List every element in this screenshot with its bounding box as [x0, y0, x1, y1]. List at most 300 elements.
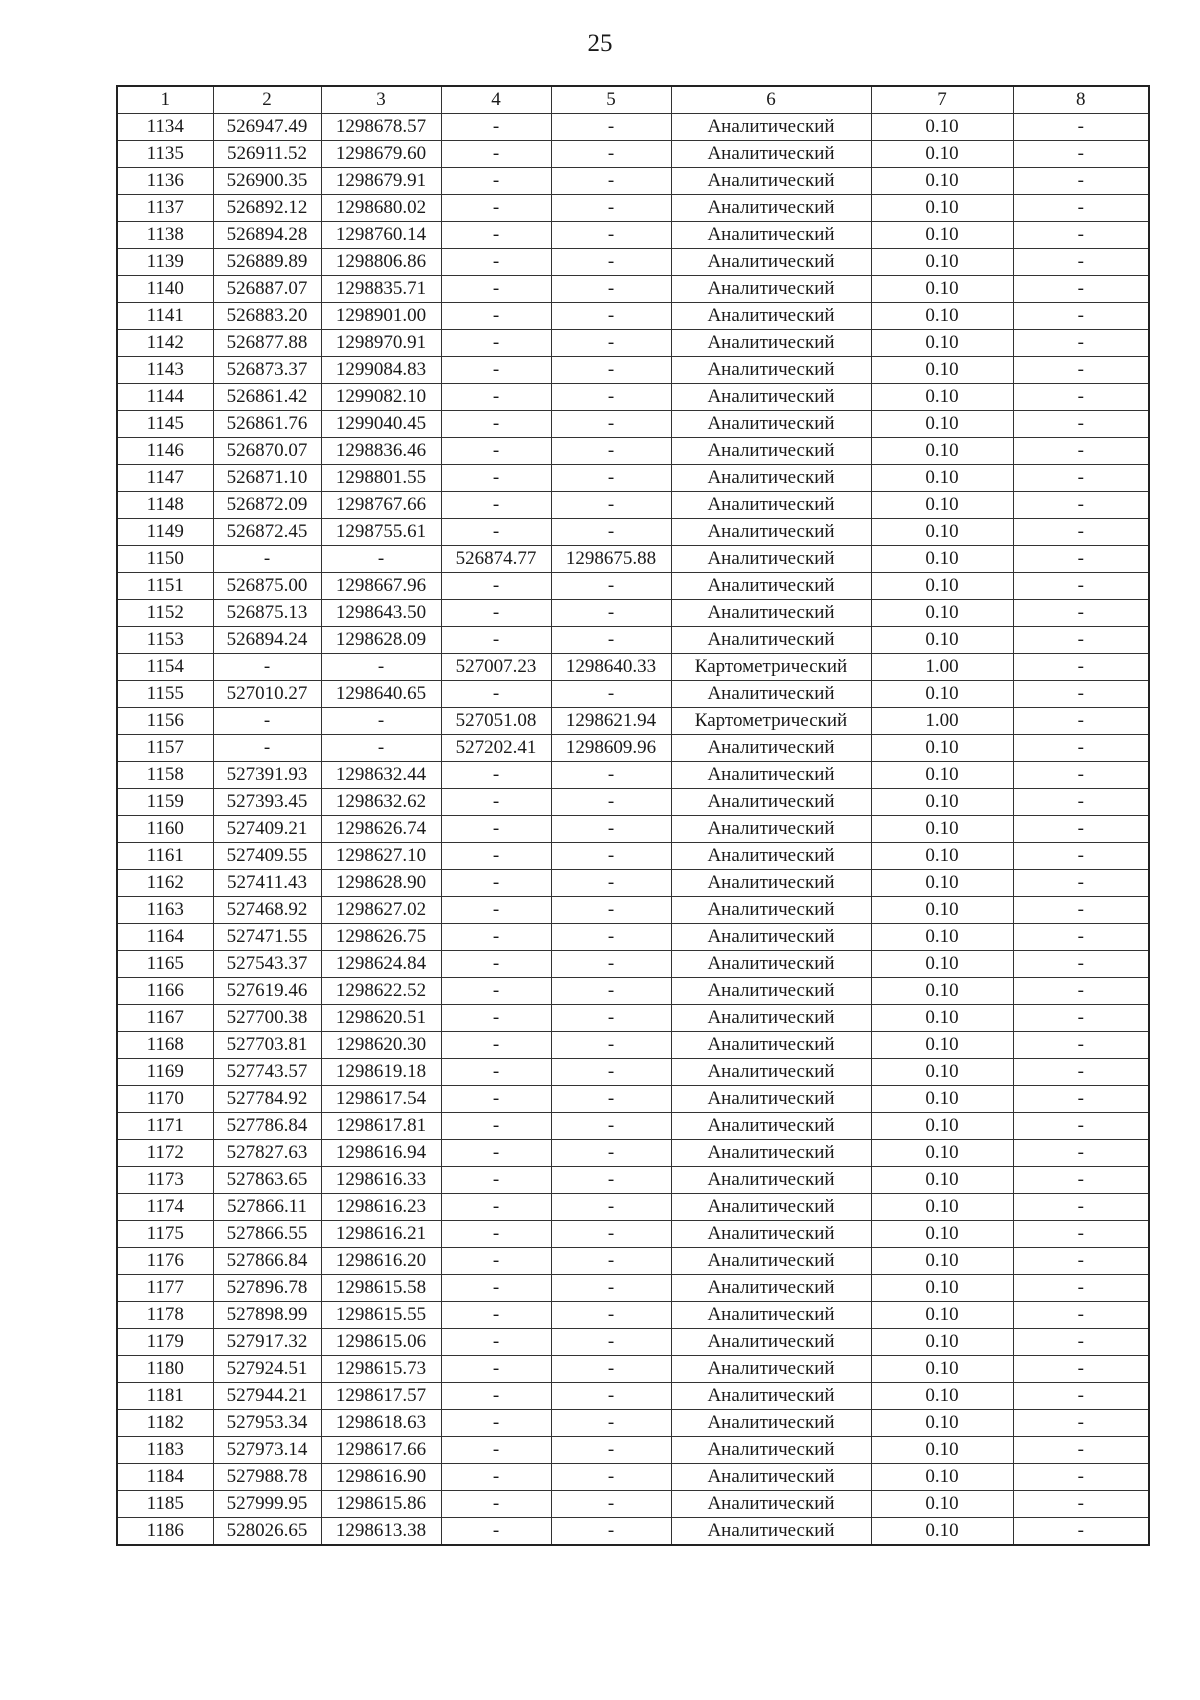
table-row: [117, 870, 1149, 897]
cell-y-coord: 1298617.54: [321, 1086, 441, 1113]
table-row: [117, 1086, 1149, 1113]
cell-y-coord: 1298616.33: [321, 1167, 441, 1194]
table-row: [117, 573, 1149, 600]
cell-y-coord-alt: -: [551, 1005, 671, 1032]
cell-y-coord: 1298640.65: [321, 681, 441, 708]
cell-x-coord-alt: -: [441, 1059, 551, 1086]
cell-point-number: 1182: [117, 1410, 213, 1437]
table-row: [117, 1437, 1149, 1464]
cell-note: -: [1013, 870, 1149, 897]
cell-y-coord: 1298616.21: [321, 1221, 441, 1248]
cell-x-coord: 527409.55: [213, 843, 321, 870]
cell-x-coord: 526894.28: [213, 222, 321, 249]
cell-x-coord: 526889.89: [213, 249, 321, 276]
cell-y-coord: 1298620.51: [321, 1005, 441, 1032]
cell-x-coord-alt: -: [441, 870, 551, 897]
cell-x-coord: 526947.49: [213, 114, 321, 141]
cell-method: Аналитический: [671, 1221, 871, 1248]
cell-x-coord: 527827.63: [213, 1140, 321, 1167]
cell-point-number: 1163: [117, 897, 213, 924]
cell-note: -: [1013, 411, 1149, 438]
cell-x-coord: 527619.46: [213, 978, 321, 1005]
table-row: [117, 951, 1149, 978]
cell-x-coord-alt: -: [441, 573, 551, 600]
cell-y-coord: 1298615.58: [321, 1275, 441, 1302]
cell-y-coord: 1298617.81: [321, 1113, 441, 1140]
cell-method: Аналитический: [671, 330, 871, 357]
cell-point-number: 1181: [117, 1383, 213, 1410]
cell-accuracy: 0.10: [871, 951, 1013, 978]
cell-x-coord: 527543.37: [213, 951, 321, 978]
cell-point-number: 1154: [117, 654, 213, 681]
cell-x-coord-alt: -: [441, 1221, 551, 1248]
cell-method: Аналитический: [671, 222, 871, 249]
cell-x-coord: 526872.09: [213, 492, 321, 519]
column-header-7: 7: [871, 86, 1013, 114]
cell-y-coord-alt: -: [551, 1221, 671, 1248]
cell-note: -: [1013, 1059, 1149, 1086]
cell-x-coord: 527391.93: [213, 762, 321, 789]
cell-accuracy: 1.00: [871, 654, 1013, 681]
cell-x-coord: 527863.65: [213, 1167, 321, 1194]
cell-x-coord-alt: 527051.08: [441, 708, 551, 735]
cell-point-number: 1167: [117, 1005, 213, 1032]
table-row: [117, 1491, 1149, 1518]
cell-method: Аналитический: [671, 1140, 871, 1167]
cell-x-coord-alt: -: [441, 1329, 551, 1356]
cell-y-coord-alt: -: [551, 1167, 671, 1194]
cell-point-number: 1186: [117, 1518, 213, 1546]
cell-y-coord: 1298678.57: [321, 114, 441, 141]
cell-y-coord: 1298632.62: [321, 789, 441, 816]
cell-method: Аналитический: [671, 924, 871, 951]
column-header-1: 1: [117, 86, 213, 114]
cell-point-number: 1183: [117, 1437, 213, 1464]
cell-point-number: 1134: [117, 114, 213, 141]
cell-x-coord-alt: -: [441, 924, 551, 951]
cell-x-coord: 527409.21: [213, 816, 321, 843]
cell-x-coord-alt: -: [441, 114, 551, 141]
cell-y-coord-alt: -: [551, 1464, 671, 1491]
cell-accuracy: 0.10: [871, 1518, 1013, 1546]
cell-y-coord: 1298616.90: [321, 1464, 441, 1491]
cell-y-coord-alt: -: [551, 573, 671, 600]
cell-method: Аналитический: [671, 249, 871, 276]
cell-x-coord: 526877.88: [213, 330, 321, 357]
cell-accuracy: 0.10: [871, 114, 1013, 141]
cell-x-coord: 527924.51: [213, 1356, 321, 1383]
cell-y-coord: 1298620.30: [321, 1032, 441, 1059]
cell-accuracy: 0.10: [871, 303, 1013, 330]
table-row: [117, 789, 1149, 816]
table-row: [117, 465, 1149, 492]
table-row: [117, 1302, 1149, 1329]
cell-x-coord: 527917.32: [213, 1329, 321, 1356]
cell-y-coord-alt: -: [551, 303, 671, 330]
cell-x-coord: 527866.84: [213, 1248, 321, 1275]
cell-x-coord: 527468.92: [213, 897, 321, 924]
column-header-3: 3: [321, 86, 441, 114]
cell-point-number: 1150: [117, 546, 213, 573]
cell-y-coord-alt: -: [551, 1383, 671, 1410]
cell-x-coord-alt: -: [441, 438, 551, 465]
cell-x-coord: 526872.45: [213, 519, 321, 546]
cell-note: -: [1013, 276, 1149, 303]
cell-y-coord: 1298626.75: [321, 924, 441, 951]
cell-x-coord-alt: -: [441, 816, 551, 843]
cell-accuracy: 0.10: [871, 924, 1013, 951]
cell-x-coord: 527471.55: [213, 924, 321, 951]
cell-accuracy: 0.10: [871, 1437, 1013, 1464]
column-header-5: 5: [551, 86, 671, 114]
cell-y-coord: 1298627.02: [321, 897, 441, 924]
cell-point-number: 1146: [117, 438, 213, 465]
cell-note: -: [1013, 681, 1149, 708]
page-number: 25: [587, 30, 613, 57]
column-header-6: 6: [671, 86, 871, 114]
cell-x-coord: 527866.55: [213, 1221, 321, 1248]
table-row: [117, 303, 1149, 330]
table-row: [117, 978, 1149, 1005]
cell-y-coord-alt: -: [551, 897, 671, 924]
cell-x-coord: -: [213, 546, 321, 573]
cell-point-number: 1171: [117, 1113, 213, 1140]
cell-y-coord-alt: -: [551, 627, 671, 654]
cell-y-coord-alt: -: [551, 1140, 671, 1167]
cell-method: Аналитический: [671, 1356, 871, 1383]
cell-y-coord-alt: -: [551, 222, 671, 249]
cell-note: -: [1013, 384, 1149, 411]
table-row: [117, 519, 1149, 546]
cell-point-number: 1147: [117, 465, 213, 492]
cell-point-number: 1176: [117, 1248, 213, 1275]
cell-method: Аналитический: [671, 816, 871, 843]
table-row: [117, 330, 1149, 357]
cell-method: Аналитический: [671, 681, 871, 708]
cell-x-coord: 527700.38: [213, 1005, 321, 1032]
cell-y-coord-alt: -: [551, 411, 671, 438]
cell-accuracy: 0.10: [871, 438, 1013, 465]
cell-note: -: [1013, 951, 1149, 978]
cell-note: -: [1013, 1329, 1149, 1356]
cell-y-coord: -: [321, 735, 441, 762]
cell-point-number: 1141: [117, 303, 213, 330]
cell-y-coord: 1299040.45: [321, 411, 441, 438]
cell-x-coord: 526911.52: [213, 141, 321, 168]
cell-point-number: 1184: [117, 1464, 213, 1491]
table-row: [117, 141, 1149, 168]
cell-y-coord: 1298760.14: [321, 222, 441, 249]
table-row: [117, 1005, 1149, 1032]
table-row: [117, 222, 1149, 249]
cell-note: -: [1013, 249, 1149, 276]
table-row: [117, 1032, 1149, 1059]
cell-note: -: [1013, 357, 1149, 384]
cell-y-coord-alt: 1298675.88: [551, 546, 671, 573]
cell-x-coord-alt: -: [441, 1410, 551, 1437]
table-row: [117, 1113, 1149, 1140]
cell-note: -: [1013, 303, 1149, 330]
cell-y-coord: 1298767.66: [321, 492, 441, 519]
cell-point-number: 1173: [117, 1167, 213, 1194]
cell-y-coord-alt: -: [551, 465, 671, 492]
cell-method: Аналитический: [671, 735, 871, 762]
table-row: [117, 627, 1149, 654]
table-row: [117, 1356, 1149, 1383]
cell-note: -: [1013, 573, 1149, 600]
cell-point-number: 1143: [117, 357, 213, 384]
cell-y-coord: 1298613.38: [321, 1518, 441, 1546]
cell-x-coord: 527411.43: [213, 870, 321, 897]
cell-y-coord-alt: -: [551, 924, 671, 951]
cell-x-coord: 527896.78: [213, 1275, 321, 1302]
cell-accuracy: 0.10: [871, 1167, 1013, 1194]
cell-y-coord-alt: -: [551, 1113, 671, 1140]
cell-y-coord-alt: -: [551, 519, 671, 546]
cell-accuracy: 0.10: [871, 1464, 1013, 1491]
table-row: [117, 1059, 1149, 1086]
cell-y-coord: 1298624.84: [321, 951, 441, 978]
cell-accuracy: 0.10: [871, 870, 1013, 897]
cell-point-number: 1180: [117, 1356, 213, 1383]
cell-method: Аналитический: [671, 573, 871, 600]
cell-y-coord: 1298667.96: [321, 573, 441, 600]
cell-accuracy: 0.10: [871, 465, 1013, 492]
cell-y-coord-alt: -: [551, 249, 671, 276]
cell-y-coord: 1298616.20: [321, 1248, 441, 1275]
cell-point-number: 1175: [117, 1221, 213, 1248]
cell-point-number: 1169: [117, 1059, 213, 1086]
cell-x-coord-alt: -: [441, 1032, 551, 1059]
cell-method: Аналитический: [671, 465, 871, 492]
cell-x-coord: 526873.37: [213, 357, 321, 384]
cell-x-coord-alt: -: [441, 1194, 551, 1221]
cell-note: -: [1013, 492, 1149, 519]
cell-point-number: 1159: [117, 789, 213, 816]
cell-method: Аналитический: [671, 978, 871, 1005]
cell-point-number: 1142: [117, 330, 213, 357]
cell-method: Аналитический: [671, 1302, 871, 1329]
cell-y-coord-alt: -: [551, 1086, 671, 1113]
cell-note: -: [1013, 168, 1149, 195]
cell-y-coord-alt: -: [551, 438, 671, 465]
cell-x-coord-alt: -: [441, 1248, 551, 1275]
cell-method: Картометрический: [671, 708, 871, 735]
cell-method: Аналитический: [671, 762, 871, 789]
cell-accuracy: 0.10: [871, 222, 1013, 249]
table-row: [117, 114, 1149, 141]
table-row: [117, 1167, 1149, 1194]
table-row: [117, 762, 1149, 789]
cell-note: -: [1013, 816, 1149, 843]
cell-y-coord: 1298626.74: [321, 816, 441, 843]
cell-accuracy: 0.10: [871, 141, 1013, 168]
cell-y-coord-alt: -: [551, 843, 671, 870]
cell-point-number: 1149: [117, 519, 213, 546]
cell-note: -: [1013, 924, 1149, 951]
cell-note: -: [1013, 546, 1149, 573]
cell-method: Аналитический: [671, 114, 871, 141]
cell-method: Аналитический: [671, 1329, 871, 1356]
coordinates-table: [116, 85, 1150, 1546]
cell-method: Аналитический: [671, 195, 871, 222]
cell-accuracy: 0.10: [871, 492, 1013, 519]
cell-point-number: 1179: [117, 1329, 213, 1356]
cell-x-coord: 527743.57: [213, 1059, 321, 1086]
cell-x-coord: 526900.35: [213, 168, 321, 195]
cell-x-coord-alt: -: [441, 1383, 551, 1410]
cell-point-number: 1140: [117, 276, 213, 303]
cell-x-coord: 526894.24: [213, 627, 321, 654]
cell-x-coord: 526883.20: [213, 303, 321, 330]
cell-y-coord: 1298615.55: [321, 1302, 441, 1329]
cell-x-coord-alt: -: [441, 1518, 551, 1546]
cell-method: Аналитический: [671, 519, 871, 546]
cell-y-coord: -: [321, 546, 441, 573]
cell-note: -: [1013, 735, 1149, 762]
table-row: [117, 492, 1149, 519]
cell-accuracy: 0.10: [871, 1329, 1013, 1356]
cell-method: Аналитический: [671, 1167, 871, 1194]
cell-x-coord-alt: -: [441, 681, 551, 708]
table-row: [117, 276, 1149, 303]
cell-x-coord: 527944.21: [213, 1383, 321, 1410]
cell-method: Аналитический: [671, 276, 871, 303]
cell-note: -: [1013, 1086, 1149, 1113]
cell-x-coord-alt: -: [441, 1113, 551, 1140]
cell-note: -: [1013, 438, 1149, 465]
cell-y-coord-alt: -: [551, 141, 671, 168]
cell-x-coord: -: [213, 735, 321, 762]
cell-method: Аналитический: [671, 600, 871, 627]
cell-accuracy: 0.10: [871, 1383, 1013, 1410]
cell-x-coord-alt: -: [441, 1275, 551, 1302]
cell-x-coord-alt: -: [441, 600, 551, 627]
table-row: [117, 1410, 1149, 1437]
cell-method: Аналитический: [671, 870, 871, 897]
cell-x-coord-alt: -: [441, 384, 551, 411]
cell-accuracy: 0.10: [871, 168, 1013, 195]
table-row: [117, 1275, 1149, 1302]
cell-x-coord-alt: -: [441, 519, 551, 546]
cell-x-coord: 527010.27: [213, 681, 321, 708]
cell-accuracy: 0.10: [871, 249, 1013, 276]
column-header-8: 8: [1013, 86, 1149, 114]
cell-note: -: [1013, 654, 1149, 681]
cell-method: Аналитический: [671, 168, 871, 195]
table-row: [117, 1221, 1149, 1248]
cell-y-coord-alt: -: [551, 1410, 671, 1437]
cell-x-coord: 527898.99: [213, 1302, 321, 1329]
cell-method: Аналитический: [671, 357, 871, 384]
cell-point-number: 1170: [117, 1086, 213, 1113]
cell-x-coord: 527999.95: [213, 1491, 321, 1518]
cell-accuracy: 0.10: [871, 276, 1013, 303]
cell-x-coord: 526861.42: [213, 384, 321, 411]
cell-method: Аналитический: [671, 1275, 871, 1302]
cell-y-coord: 1298627.10: [321, 843, 441, 870]
table-row: [117, 708, 1149, 735]
cell-y-coord-alt: -: [551, 600, 671, 627]
cell-accuracy: 1.00: [871, 708, 1013, 735]
cell-note: -: [1013, 897, 1149, 924]
cell-y-coord: 1298801.55: [321, 465, 441, 492]
cell-x-coord-alt: -: [441, 897, 551, 924]
cell-method: Аналитический: [671, 546, 871, 573]
cell-note: -: [1013, 465, 1149, 492]
cell-x-coord-alt: -: [441, 951, 551, 978]
cell-x-coord: 526892.12: [213, 195, 321, 222]
column-header-4: 4: [441, 86, 551, 114]
cell-method: Аналитический: [671, 627, 871, 654]
cell-point-number: 1139: [117, 249, 213, 276]
table-row: [117, 168, 1149, 195]
cell-x-coord: 527988.78: [213, 1464, 321, 1491]
cell-accuracy: 0.10: [871, 573, 1013, 600]
cell-note: -: [1013, 600, 1149, 627]
cell-y-coord: 1298617.66: [321, 1437, 441, 1464]
cell-accuracy: 0.10: [871, 1410, 1013, 1437]
cell-y-coord: 1298679.60: [321, 141, 441, 168]
table-row: [117, 1518, 1149, 1546]
cell-y-coord: 1298628.90: [321, 870, 441, 897]
cell-point-number: 1172: [117, 1140, 213, 1167]
table-row: [117, 1248, 1149, 1275]
cell-x-coord-alt: -: [441, 1437, 551, 1464]
cell-method: Аналитический: [671, 1410, 871, 1437]
cell-method: Аналитический: [671, 897, 871, 924]
cell-x-coord: 527786.84: [213, 1113, 321, 1140]
cell-y-coord-alt: -: [551, 1248, 671, 1275]
cell-x-coord: -: [213, 708, 321, 735]
cell-y-coord-alt: -: [551, 168, 671, 195]
cell-x-coord-alt: -: [441, 222, 551, 249]
cell-accuracy: 0.10: [871, 411, 1013, 438]
cell-note: -: [1013, 1005, 1149, 1032]
cell-method: Аналитический: [671, 411, 871, 438]
cell-note: -: [1013, 1167, 1149, 1194]
cell-accuracy: 0.10: [871, 789, 1013, 816]
table-row: [117, 384, 1149, 411]
table-body: [117, 114, 1149, 1546]
cell-x-coord: 526871.10: [213, 465, 321, 492]
cell-method: Картометрический: [671, 654, 871, 681]
cell-y-coord: 1298679.91: [321, 168, 441, 195]
cell-y-coord-alt: 1298621.94: [551, 708, 671, 735]
cell-y-coord-alt: -: [551, 330, 671, 357]
cell-note: -: [1013, 843, 1149, 870]
cell-x-coord: 527784.92: [213, 1086, 321, 1113]
cell-y-coord-alt: -: [551, 789, 671, 816]
cell-point-number: 1164: [117, 924, 213, 951]
column-header-2: 2: [213, 86, 321, 114]
cell-y-coord-alt: -: [551, 195, 671, 222]
cell-x-coord: -: [213, 654, 321, 681]
cell-accuracy: 0.10: [871, 978, 1013, 1005]
cell-y-coord-alt: 1298640.33: [551, 654, 671, 681]
cell-accuracy: 0.10: [871, 195, 1013, 222]
table-row: [117, 1464, 1149, 1491]
cell-accuracy: 0.10: [871, 816, 1013, 843]
cell-note: -: [1013, 1113, 1149, 1140]
table-row: [117, 1329, 1149, 1356]
cell-y-coord: 1298618.63: [321, 1410, 441, 1437]
cell-accuracy: 0.10: [871, 1059, 1013, 1086]
cell-accuracy: 0.10: [871, 519, 1013, 546]
cell-y-coord: 1298643.50: [321, 600, 441, 627]
cell-x-coord: 526875.13: [213, 600, 321, 627]
cell-note: -: [1013, 1410, 1149, 1437]
